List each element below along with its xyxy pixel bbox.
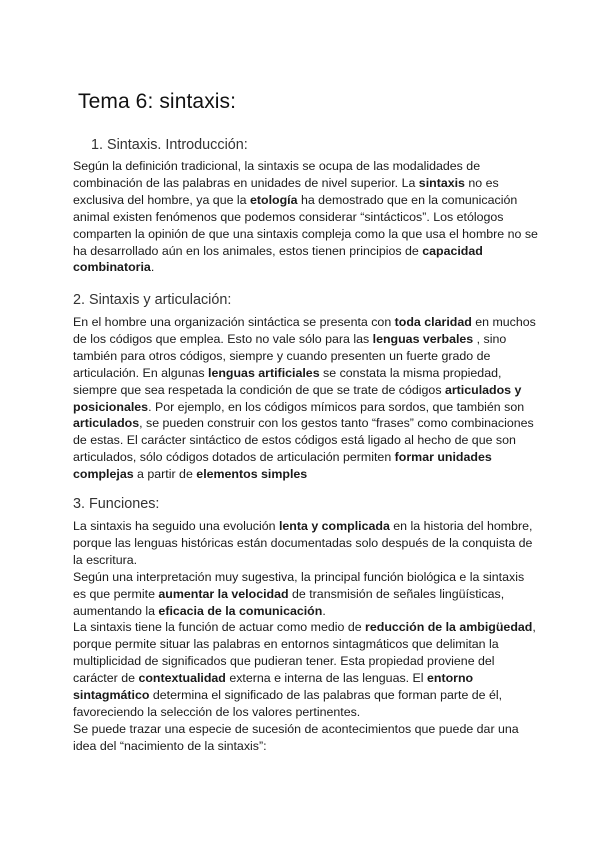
text-run: siempre que sea respetada la condición de que se trate de códigos xyxy=(73,382,445,397)
text-run: Según la definición tradicional, la sintaxis se ocupa de las modalidades de xyxy=(73,159,481,173)
text-line xyxy=(73,348,533,365)
text-run: de estas. El carácter sintáctico de estos códigos está ligado al hecho de que son xyxy=(73,433,516,448)
bold-term: toda claridad xyxy=(394,315,472,329)
bold-term: aumentar la velocidad xyxy=(158,586,289,601)
text-line xyxy=(73,653,533,670)
text-run: . xyxy=(150,260,155,275)
text-line xyxy=(73,175,533,192)
bold-term: etología xyxy=(250,192,298,207)
text-line xyxy=(73,192,533,209)
text-run: La sintaxis tiene la función de actuar como medio de xyxy=(73,620,366,635)
bold-term: lenguas verbales xyxy=(372,331,474,346)
bold-term: reducción de la ambigüedad xyxy=(365,620,533,635)
text-run: La sintaxis ha seguido una evolución xyxy=(73,519,279,533)
bold-term: contextualidad xyxy=(138,671,226,686)
text-run: en muchos xyxy=(471,315,536,329)
text-run: es que permite xyxy=(73,586,159,601)
text-run: , sino xyxy=(473,331,507,346)
text-run: combinación de las palabras en unidades de nivel superior. La xyxy=(73,175,419,190)
bold-term: lenguas artificiales xyxy=(208,365,320,380)
text-run: carácter de xyxy=(73,671,139,686)
text-run: porque permite situar las palabras en entornos sintagmáticos que delimitan la xyxy=(73,637,499,652)
page-title: Tema 6: sintaxis: xyxy=(78,90,237,113)
text-line xyxy=(73,738,533,755)
bold-term: complejas xyxy=(73,467,134,482)
text-run: de transmisión de señales lingüísticas, xyxy=(288,586,505,601)
text-run: . xyxy=(322,603,326,618)
bold-term: articulados y xyxy=(444,382,522,397)
bold-term: combinatoria xyxy=(73,260,151,275)
text-run: En el hombre una organización sintáctica se presenta con xyxy=(73,315,395,329)
text-line xyxy=(73,243,533,260)
text-line xyxy=(73,670,533,687)
bold-term: lenta y complicada xyxy=(278,519,390,533)
text-line xyxy=(73,687,533,704)
text-line xyxy=(73,518,533,535)
text-run: Se puede trazar una especie de sucesión de acontecimientos que puede dar una xyxy=(73,721,519,736)
text-line xyxy=(73,636,533,653)
text-line xyxy=(73,449,533,466)
text-run: . Por ejemplo, en los códigos mímicos para sordos, que también son xyxy=(148,399,525,414)
text-line xyxy=(73,569,533,586)
text-run: de los códigos que emplea. Esto no vale sólo para las xyxy=(73,331,373,346)
text-run: determina el significado de las palabras que forman parte de él, xyxy=(149,688,503,703)
text-run: animal existen fenómenos que podemos considerar “sintácticos”. Los etólogos xyxy=(73,209,504,224)
section-heading-articulacion: 2. Sintaxis y articulación: xyxy=(73,292,232,308)
bold-term: sintagmático xyxy=(73,688,150,703)
text-line xyxy=(73,619,536,636)
text-line xyxy=(73,432,533,449)
text-run: también para otros códigos, siempre y cuando presenten un fuerte grado de xyxy=(73,348,491,363)
text-line xyxy=(73,209,533,226)
text-line xyxy=(73,415,533,432)
text-line xyxy=(73,721,533,738)
text-run: externa e interna de las lenguas. El xyxy=(225,671,428,686)
text-run: , se pueden construir con los gestos tanto “frases” como combinaciones xyxy=(139,416,534,431)
text-line xyxy=(73,704,533,721)
text-run: aumentando la xyxy=(73,603,159,618)
section-heading-introduccion: 1. Sintaxis. Introducción: xyxy=(91,137,248,153)
bold-term: sintaxis xyxy=(418,175,465,190)
bold-term: eficacia de la comunicación xyxy=(158,603,323,618)
text-line xyxy=(73,586,533,603)
section-body-funciones xyxy=(73,518,536,755)
text-line xyxy=(73,466,533,483)
text-run: multiplicidad de significados que pudieran tener. Esta propiedad proviene del xyxy=(73,654,495,669)
text-line xyxy=(73,535,533,552)
text-line xyxy=(73,365,533,382)
bold-term: entorno xyxy=(427,671,474,686)
text-line xyxy=(73,382,533,399)
text-run: comparten la opinión de que una sintaxis compleja como la que usa el hombre no se xyxy=(73,226,538,241)
text-run: favoreciendo la selección de los valores pertinentes. xyxy=(73,704,361,719)
text-run: , xyxy=(532,620,536,635)
text-run: no es xyxy=(464,175,499,190)
text-run: articulación. En algunas xyxy=(73,365,209,380)
text-line xyxy=(73,158,533,175)
text-run: Según una interpretación muy sugestiva, la principal función biológica e la sintaxis xyxy=(73,569,525,584)
section-heading-funciones: 3. Funciones: xyxy=(73,496,160,512)
bold-term: formar unidades xyxy=(394,450,492,465)
bold-term: capacidad xyxy=(422,243,483,258)
text-line xyxy=(73,259,533,276)
text-line xyxy=(73,226,538,243)
text-run: a partir de xyxy=(133,467,197,482)
bold-term: articulados xyxy=(73,416,140,431)
text-line xyxy=(73,331,533,348)
text-run: idea del “nacimiento de la sintaxis”: xyxy=(73,738,267,753)
text-run: porque las lenguas históricas están documentadas solo después de la conquista de xyxy=(73,535,533,550)
section-body-articulacion xyxy=(73,314,536,483)
text-run: exclusiva del hombre, ya que la xyxy=(73,192,251,207)
bold-term: elementos simples xyxy=(196,467,308,482)
text-run: se constata la misma propiedad, xyxy=(319,365,502,380)
text-line xyxy=(73,314,536,331)
section-body-introduccion xyxy=(73,158,538,276)
text-run: articulados, sólo códigos dotados de articulación permiten xyxy=(73,450,395,465)
text-run: la escritura. xyxy=(73,552,138,567)
text-line xyxy=(73,552,533,569)
text-run: ha demostrado que en la comunicación xyxy=(297,192,518,207)
text-run: en la historia del hombre, xyxy=(389,519,533,533)
text-line xyxy=(73,399,533,416)
bold-term: posicionales xyxy=(73,399,149,414)
text-line xyxy=(73,603,533,620)
text-run: ha desarrollado aún en los animales, estos tienen principios de xyxy=(73,243,423,258)
